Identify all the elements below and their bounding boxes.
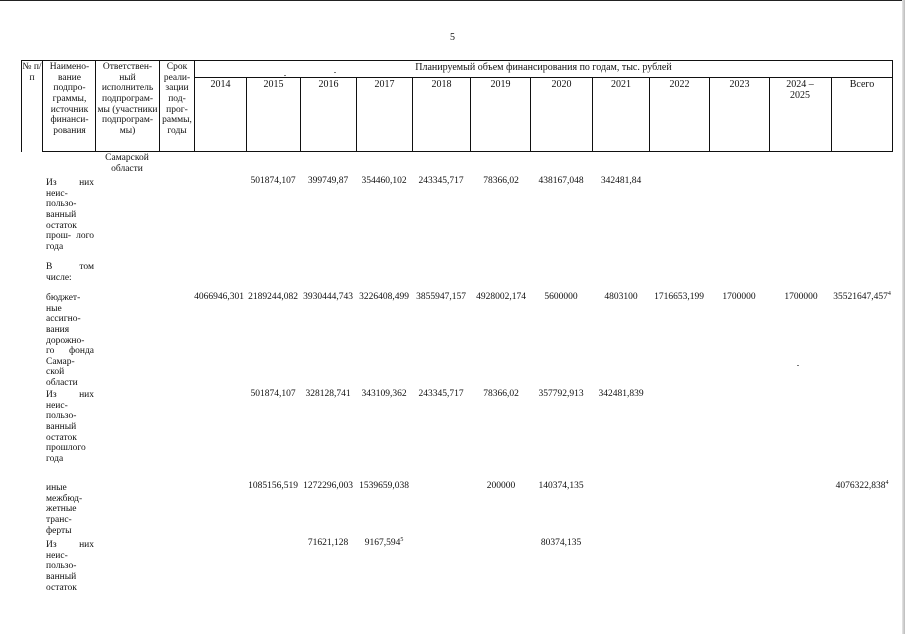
page-number: 5: [450, 32, 455, 43]
col-term-header: Срок реали- зации под- прог- раммы, годы: [162, 62, 192, 136]
value-cell: 399749,87: [307, 176, 349, 186]
value-cell: 342481,839: [598, 389, 644, 399]
value-cell: 3226408,499: [359, 292, 409, 302]
value-cell: 343109,362: [361, 389, 407, 399]
value-cell: 71621,128: [307, 538, 349, 548]
value-cell: 328128,741: [305, 389, 351, 399]
header-bottom-line: [42, 151, 893, 152]
value-cell: 3930444,743: [303, 292, 353, 302]
col-exec-header: Ответствен- ный исполнитель подпрограм- мы (участники подпрограм- мы): [97, 62, 158, 136]
vline-16: [892, 60, 893, 152]
scan-speck: [284, 75, 286, 76]
row-label: Из них неис- пользо- ванный остаток прошлого года: [46, 390, 94, 464]
footnote-mark: 5: [400, 536, 404, 543]
value-cell: 3855947,157: [416, 292, 466, 302]
exec-continuation: Самарской области: [105, 153, 149, 174]
scan-speck: [334, 72, 336, 73]
header-top-line: [21, 60, 893, 61]
value-cell: 140374,135: [538, 481, 584, 491]
value-cell: 9167,594$^5$: [364, 536, 404, 548]
value-cell: 243345,717: [418, 389, 464, 399]
value-cell: 4076322,838$^4$: [835, 479, 889, 491]
value-cell: 1700000: [784, 292, 818, 302]
year-header: 2015: [263, 79, 284, 90]
value-cell: 438167,048: [538, 176, 584, 186]
row-label: иные межбюд- жетные транс- ферты: [46, 483, 83, 536]
value-cell: 501874,107: [250, 389, 296, 399]
value-cell: 4928002,174: [476, 292, 526, 302]
year-header: 2020: [551, 79, 572, 90]
value-cell: 354460,102: [361, 176, 407, 186]
row-label: Из них неис- пользо- ванный остаток: [46, 540, 94, 593]
vline-14: [769, 77, 770, 152]
year-header: 2021: [611, 79, 631, 90]
vline-4: [194, 60, 195, 152]
value-cell: 4066946,301: [194, 292, 244, 302]
scan-speck: [797, 365, 799, 366]
value-cell: 243345,717: [418, 176, 464, 186]
year-header: 2019: [490, 79, 511, 90]
footnote-mark: 4: [887, 290, 891, 297]
value-cell: 35521647,457$^4$: [833, 290, 891, 302]
row-label: В том числе:: [46, 262, 94, 283]
year-header: 2022: [669, 79, 690, 90]
year-header: 2017: [374, 79, 395, 90]
value-cell: 78366,02: [483, 389, 519, 399]
value-cell: 1539659,038: [359, 481, 409, 491]
table-header: [21, 60, 893, 152]
value-cell: 78366,02: [483, 176, 519, 186]
value-cell: 1085156,519: [248, 481, 298, 491]
year-header: 2016: [318, 79, 339, 90]
col-name-header: Наимено- вание подпро- граммы, источник финанси- рования: [49, 62, 90, 136]
value-cell: 5600000: [544, 292, 578, 302]
value-cell: 4803100: [604, 292, 638, 302]
vline-1: [42, 60, 43, 152]
year-header: 2023: [729, 79, 750, 90]
year-header: Всего: [849, 79, 875, 90]
value-cell: 342481,84: [600, 176, 642, 186]
years-row-line: [194, 77, 893, 78]
value-cell: 1700000: [722, 292, 756, 302]
value-cell: 1716653,199: [654, 292, 704, 302]
value-cell: 501874,107: [250, 176, 296, 186]
row-label: бюджет- ные ассигно- вания дорожно- го фонда Самар- ской области: [46, 293, 94, 388]
col-num-header: № п/п: [22, 62, 42, 83]
row-label: Из них неис- пользо- ванный остаток прош- лого года: [46, 178, 94, 252]
col-funding-header: Планируемый объем финансирования по годам, тыс. рублей: [415, 62, 672, 73]
value-cell: 2189244,082: [248, 292, 298, 302]
value-cell: 80374,135: [540, 538, 582, 548]
top-border-line: [0, 0, 905, 1]
value-cell: 200000: [486, 481, 516, 491]
value-cell: 357792,913: [538, 389, 584, 399]
footnote-mark: 4: [885, 479, 889, 486]
year-header: 2024 – 2025: [786, 79, 814, 102]
value-cell: 1272296,003: [303, 481, 353, 491]
year-header: 2014: [210, 79, 231, 90]
year-header: 2018: [431, 79, 452, 90]
